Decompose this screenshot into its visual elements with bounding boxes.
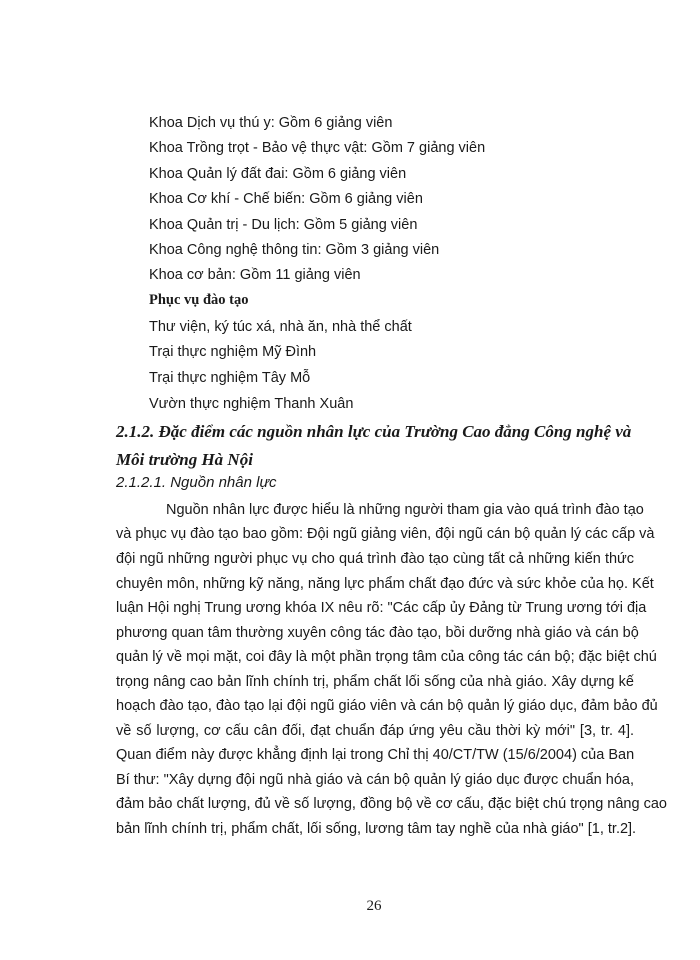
paragraph-line: về số lượng, cơ cấu cân đối, đạt chuẩn đáp ứng yêu cầu thời kỳ mới" [3, tr. 4].	[116, 723, 634, 739]
section-title: 2.1.2. Đặc điểm các nguồn nhân lực của Trường Cao đẳng Công nghệ và	[116, 422, 632, 441]
paragraph-line: bản lĩnh chính trị, phẩm chất, lối sống, lương tâm tay nghề của nhà giáo" [1, tr.2].	[116, 821, 637, 837]
paragraph-line: Nguồn nhân lực được hiểu là những người tham gia vào quá trình đào tạo	[166, 502, 644, 518]
paragraph-line: đảm bảo chất lượng, đủ về số lượng, đồng bộ về cơ cấu, đặc biệt chú trọng nâng cao	[116, 796, 667, 812]
service-list-item: Trại thực nghiệm Mỹ Đình	[149, 344, 317, 360]
paragraph-line: chuyên môn, những kỹ năng, năng lực phẩm chất đạo đức và sức khỏe của họ. Kết	[116, 576, 654, 592]
service-heading: Phục vụ đào tạo	[149, 292, 249, 308]
paragraph-line: trọng nâng cao bản lĩnh chính trị, phẩm chất lối sống của nhà giáo. Xây dựng kế	[116, 674, 634, 690]
service-list-item: Thư viện, ký túc xá, nhà ăn, nhà thể chất	[149, 319, 412, 335]
faculty-list-item: Khoa Quản lý đất đai: Gồm 6 giảng viên	[149, 166, 407, 182]
paragraph-line: và phục vụ đào tạo bao gồm: Đội ngũ giảng viên, đội ngũ cán bộ quản lý các cấp và	[116, 526, 655, 542]
faculty-list-item: Khoa Dịch vụ thú y: Gồm 6 giảng viên	[149, 115, 393, 131]
faculty-list-item: Khoa Công nghệ thông tin: Gồm 3 giảng viên	[149, 242, 440, 258]
subsection-title: 2.1.2.1. Nguồn nhân lực	[116, 474, 277, 491]
paragraph-line: quản lý về mọi mặt, coi đây là một phần trọng tâm của công tác cán bộ; đặc biệt chú	[116, 649, 657, 665]
faculty-list-item: Khoa Trồng trọt - Bảo vệ thực vật: Gồm 7 giảng viên	[149, 140, 486, 156]
service-list-item: Vườn thực nghiệm Thanh Xuân	[149, 396, 354, 412]
paragraph-line: Bí thư: "Xây dựng đội ngũ nhà giáo và cán bộ quản lý giáo dục được chuẩn hóa,	[116, 772, 634, 788]
paragraph-line: phương quan tâm thường xuyên công tác đào tạo, bồi dưỡng nhà giáo và cán bộ	[116, 625, 639, 641]
paragraph-line: luận Hội nghị Trung ương khóa IX nêu rõ: "Các cấp ủy Đảng từ Trung ương tới địa	[116, 600, 647, 616]
paragraph-line: đội ngũ những người phục vụ cho quá trình đào tạo cùng tất cả những kiến thức	[116, 551, 634, 567]
faculty-list-item: Khoa Cơ khí - Chế biến: Gồm 6 giảng viên	[149, 191, 423, 207]
service-list-item: Trại thực nghiệm Tây Mỗ	[149, 370, 311, 386]
faculty-list-item: Khoa Quản trị - Du lịch: Gồm 5 giảng viên	[149, 217, 418, 233]
paragraph-line: hoạch đào tạo, đào tạo lại đội ngũ giáo viên và cán bộ quản lý giáo dục, đảm bảo đủ	[116, 698, 658, 714]
paragraph-line: Quan điểm này được khẳng định lại trong Chỉ thị 40/CT/TW (15/6/2004) của Ban	[116, 747, 635, 763]
page-number: 26	[366, 898, 382, 914]
faculty-list-item: Khoa cơ bản: Gồm 11 giảng viên	[149, 267, 361, 283]
section-title-continued: Môi trường Hà Nội	[116, 450, 253, 469]
